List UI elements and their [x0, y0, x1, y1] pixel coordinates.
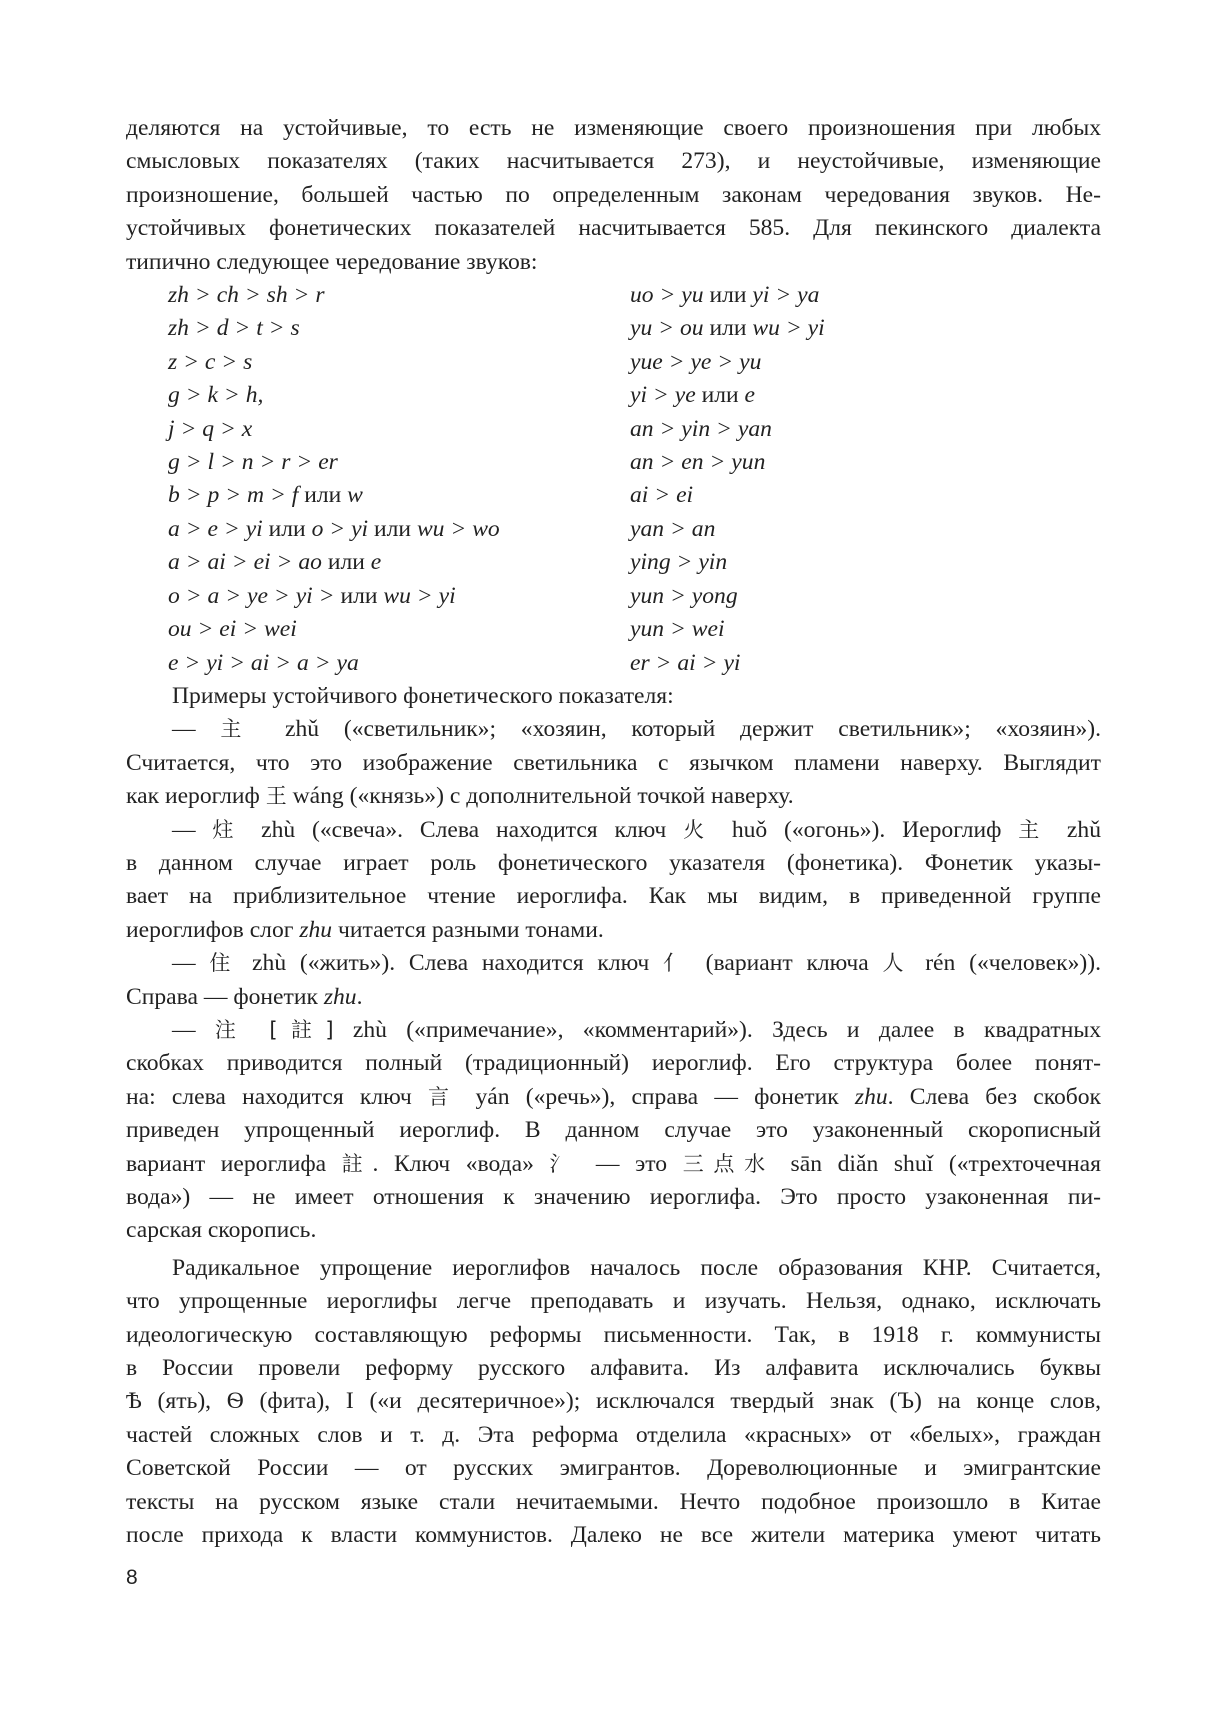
text: zhù («жить»). Слева находится ключ — [238, 950, 663, 977]
hanzi: 注 [註] — [214, 1017, 334, 1042]
text: (вариант ключа — [691, 950, 883, 977]
formula-part: yun > yong — [630, 582, 738, 609]
conjunction: или — [340, 582, 378, 609]
dash: — — [172, 1016, 196, 1043]
text-line: тексты на русском языке стали нечитаемыми. Нечто подобное произошло в Китае — [126, 1488, 1101, 1515]
formula-part: e — [364, 549, 382, 576]
alternation-left — [126, 613, 630, 646]
alternation-left — [126, 379, 630, 412]
formula-part: a > ai > ei > ao — [168, 549, 328, 576]
alternation-left — [126, 312, 630, 345]
hanzi: 炷 — [212, 817, 245, 842]
alternation-row — [126, 413, 1101, 446]
hanzi: 註 — [341, 1151, 373, 1176]
text-line — [126, 947, 1101, 980]
italic-text: zhu — [323, 983, 357, 1010]
hanzi: 亻 — [663, 951, 692, 976]
text-line: частей сложных слов и т. д. Эта реформа отделила «красных» от «белых», граждан — [126, 1421, 1101, 1448]
dash: — — [172, 950, 196, 977]
text-line: деляются на устойчивые, то есть не изменяющие своего произношения при любых — [126, 115, 1101, 141]
text: huǒ («огонь»). Иероглиф — [715, 816, 1019, 843]
text-line: что упрощенные иероглифы легче преподавать и изучать. Нельзя, однако, исключать — [126, 1288, 1101, 1315]
formula-part: wu > yi — [746, 315, 825, 342]
text: . Слева без скобок — [887, 1083, 1102, 1110]
alternation-right — [630, 279, 819, 312]
text: иероглифов слог — [126, 916, 300, 943]
hanzi: 言 — [427, 1084, 460, 1109]
alternation-right — [630, 546, 727, 579]
text: Справа — фонетик — [126, 983, 324, 1010]
alternation-row — [126, 513, 1101, 546]
text-line: произношение, большей частью по определенным законам чередования звуков. Не- — [126, 181, 1101, 208]
alternation-row — [126, 613, 1101, 646]
hanzi: 氵 — [549, 1151, 581, 1176]
conjunction: или — [709, 282, 747, 309]
formula-part: an > en > yun — [630, 449, 766, 476]
alternation-row — [126, 446, 1101, 479]
text: на: слева находится ключ — [126, 1083, 428, 1110]
text-line: Советской России — от русских эмигрантов. Дореволюционные и эмигрантские — [126, 1455, 1101, 1482]
text-line: идеологическую составляющую реформы письменности. Так, в 1918 г. коммунисты — [126, 1321, 1101, 1348]
alternation-right — [630, 647, 740, 680]
alternation-row — [126, 312, 1101, 345]
formula-part: w — [341, 482, 363, 509]
alternation-right — [630, 513, 715, 546]
text-line — [126, 780, 1101, 813]
italic-text: zhu — [854, 1083, 888, 1110]
formula-part: o > a > ye > yi > — [168, 582, 341, 609]
alternation-left — [126, 413, 630, 446]
formula-part: yi > ye — [630, 382, 702, 409]
formula-part: g > k > h, — [168, 382, 264, 409]
formula-part: o > yi — [305, 515, 375, 542]
alternation-left — [126, 479, 630, 512]
alternation-right — [630, 312, 825, 345]
formula-part: yi > ya — [746, 282, 820, 309]
hanzi: 主 — [220, 717, 261, 742]
formula-part: e > yi > ai > a > ya — [168, 649, 359, 676]
hanzi: 人 — [882, 951, 912, 976]
text-line: скобках приводится полный (традиционный) иероглиф. Его структура более понят- — [126, 1050, 1101, 1077]
alternation-right — [630, 413, 772, 446]
conjunction: или — [701, 382, 739, 409]
text-line — [126, 1081, 1101, 1114]
alternation-left — [126, 346, 630, 379]
alternation-left — [126, 546, 630, 579]
text: zhù («примечание», «комментарий»). Здесь и далее в квадратных — [333, 1016, 1101, 1043]
hanzi: 住 — [209, 951, 239, 976]
text-line: Ѣ (ять), Ѳ (фита), І («и десятеричное»); исключался твердый знак (Ъ) на конце слов, — [126, 1388, 1101, 1415]
text-line: устойчивых фонетических показателей насчитывается 585. Для пекинского диалекта — [126, 215, 1101, 242]
text-line: типично следующее чередование звуков: — [126, 248, 538, 275]
formula-part: yu > ou — [630, 315, 710, 342]
text-line: в данном случае играет роль фонетического указателя (фонетика). Фонетик указы- — [126, 849, 1101, 876]
text-line — [126, 1148, 1101, 1181]
alternation-row — [126, 647, 1101, 680]
formula-part: zh > d > t > s — [168, 315, 300, 342]
alternation-left — [126, 446, 630, 479]
reform-paragraph — [126, 1252, 1101, 1553]
hanzi: 主 — [1018, 817, 1051, 842]
sound-alternation-list — [126, 279, 1101, 680]
example-zhu-lamp — [126, 713, 1101, 813]
dash: — — [172, 716, 196, 743]
formula-part: er > ai > yi — [630, 649, 741, 676]
conjunction: или — [374, 515, 412, 542]
text-line: после прихода к власти коммунистов. Далеко не все жители материка умеют читать — [126, 1522, 1101, 1549]
alternation-right — [630, 379, 755, 412]
alternation-left — [126, 513, 630, 546]
text: rén («человек»)). — [911, 950, 1102, 977]
text-line: в России провели реформу русского алфавита. Из алфавита исключались буквы — [126, 1355, 1101, 1382]
alternation-right — [630, 446, 765, 479]
page-number: 8 — [126, 1566, 138, 1589]
alternation-row — [126, 379, 1101, 412]
alternation-row — [126, 279, 1101, 312]
alternation-right — [630, 613, 725, 646]
text-line: приведен упрощенный иероглиф. В данном случае это узаконенный скорописный — [126, 1117, 1101, 1144]
text: — это — [580, 1150, 683, 1177]
formula-part: uo > yu — [630, 282, 710, 309]
text-line: смысловых показателях (таких насчитывается 273), и неустойчивые, изменяющие — [126, 148, 1101, 175]
italic-text: zhu — [299, 916, 333, 943]
formula-part: ying > yin — [630, 549, 728, 576]
text-line: Радикальное упрощение иероглифов началось после образования КНР. Считается, — [172, 1254, 1101, 1281]
alternation-row — [126, 580, 1101, 613]
alternation-row — [126, 546, 1101, 579]
formula-part: j > q > x — [168, 415, 253, 442]
alternation-left — [126, 647, 630, 680]
example-zhu-comment — [126, 1014, 1101, 1248]
text-line — [126, 981, 1101, 1014]
hanzi: 三点水 — [682, 1151, 775, 1176]
text: . Ключ «вода» — [372, 1150, 550, 1177]
text-line: вает на приблизительное чтение иероглифа. Как мы видим, в приведенной группе — [126, 883, 1101, 910]
text: zhǔ («светильник»; «хозяин, который держит светильник»; «хозяин»). — [260, 716, 1101, 743]
formula-part: b > p > m > f — [168, 482, 305, 509]
alternation-row — [126, 479, 1101, 512]
formula-part: an > yin > yan — [630, 415, 772, 442]
text-line — [126, 814, 1101, 847]
conjunction: или — [709, 315, 747, 342]
text: yán («речь»), справа — фонетик — [459, 1083, 855, 1110]
formula-part: wu > wo — [411, 515, 500, 542]
conjunction: или — [327, 549, 365, 576]
formula-part: wu > yi — [377, 582, 456, 609]
text: zhǔ — [1050, 816, 1102, 843]
formula-part: yun > wei — [630, 616, 725, 643]
formula-part: a > e > yi — [168, 515, 269, 542]
conjunction: или — [268, 515, 306, 542]
alternation-row — [126, 346, 1101, 379]
text: как иероглиф — [126, 783, 266, 810]
dash: — — [172, 816, 196, 843]
formula-part: g > l > n > r > er — [168, 449, 338, 476]
text: вариант иероглифа — [126, 1150, 342, 1177]
text: читается разными тонами. — [332, 916, 604, 943]
hanzi: 王 — [265, 784, 287, 809]
example-zhu-live — [126, 947, 1101, 1014]
alternation-right — [630, 580, 738, 613]
text: zhù («свеча». Слева находится ключ — [244, 816, 684, 843]
conjunction: или — [304, 482, 342, 509]
formula-part: z > c > s — [168, 348, 253, 375]
page-body — [126, 112, 1101, 1552]
hanzi: 火 — [683, 817, 716, 842]
alternation-right — [630, 346, 761, 379]
alternation-right — [630, 479, 693, 512]
formula-part: zh > ch > sh > r — [168, 282, 325, 309]
example-zhu-candle — [126, 814, 1101, 948]
text-line — [126, 914, 1101, 947]
alternation-left — [126, 580, 630, 613]
text-line — [126, 1014, 1101, 1047]
formula-part: ou > ei > wei — [168, 616, 297, 643]
text-line: вода») — не имеет отношения к значению иероглифа. Это просто узаконенная пи- — [126, 1184, 1101, 1210]
formula-part: e — [738, 382, 755, 409]
alternation-left — [126, 279, 630, 312]
text-line: сарская скоропись. — [126, 1217, 317, 1244]
text: wáng («князь») с дополнительной точкой наверху. — [286, 783, 794, 810]
formula-part: yue > ye > yu — [630, 348, 762, 375]
formula-part: yan > an — [630, 515, 716, 542]
text-line: Считается, что это изображение светильника с язычком пламени наверху. Выглядит — [126, 749, 1101, 776]
text: sān diǎn shuǐ («трехточечная — [774, 1150, 1102, 1177]
text: . — [356, 983, 363, 1010]
intro-paragraph — [126, 112, 1101, 279]
text-line — [126, 713, 1101, 746]
examples-heading: Примеры устойчивого фонетического показателя: — [172, 682, 674, 709]
formula-part: ai > ei — [630, 482, 694, 509]
